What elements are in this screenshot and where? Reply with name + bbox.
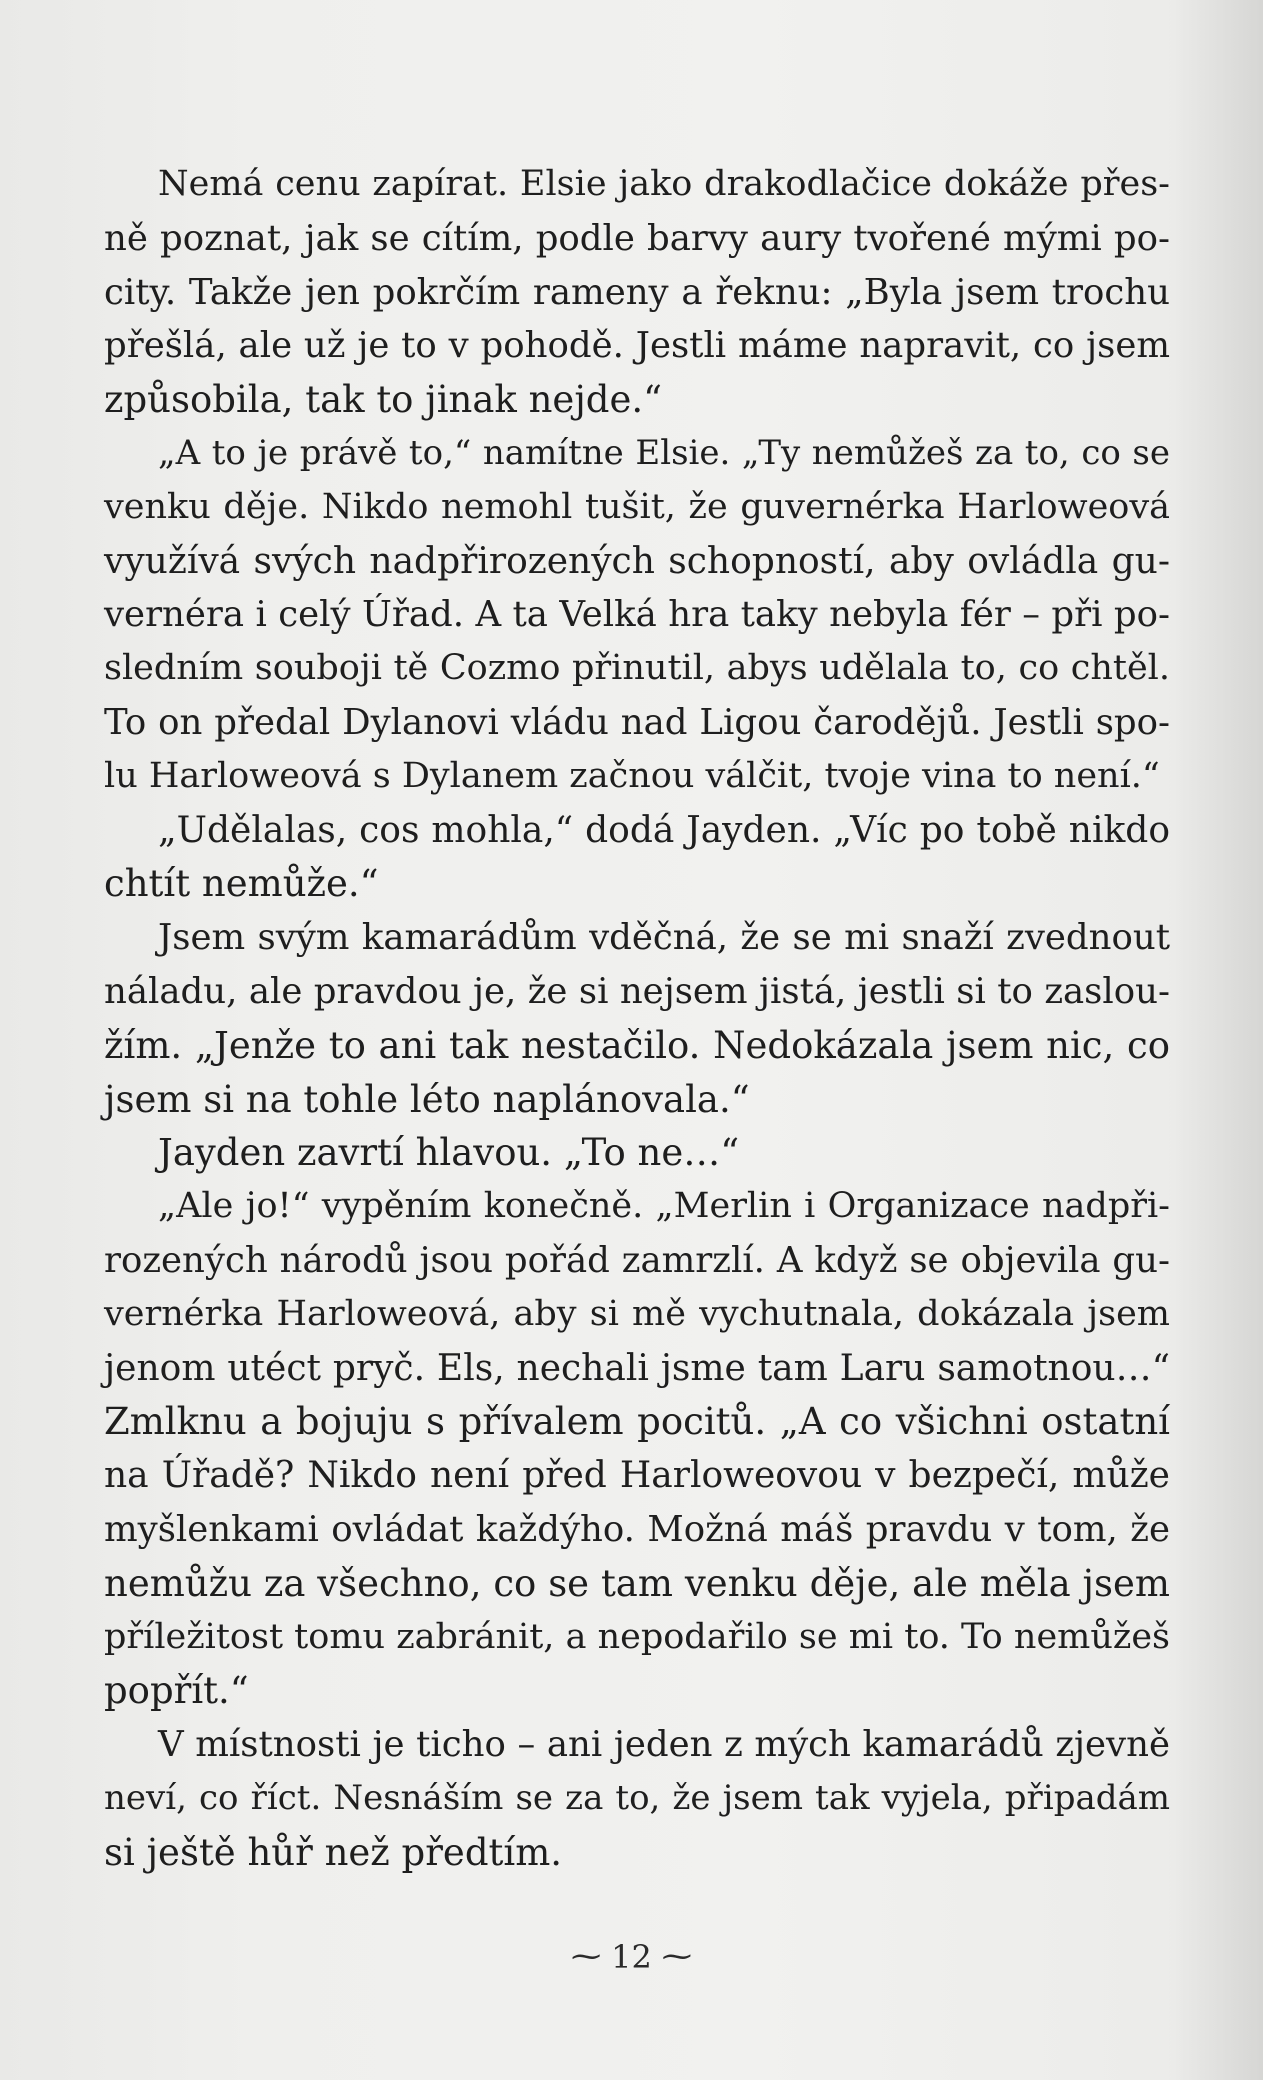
text-line: city. Takže jen pokrčím rameny a řeknu: „Byla jsem trochu: [104, 271, 1170, 313]
text-line: přešlá, ale už je to v pohodě. Jestli máme napravit, co jsem: [104, 325, 1170, 367]
text-line: vernéra i celý Úřad. A ta Velká hra taky nebyla fér – při po-: [104, 594, 1170, 636]
paragraph: [104, 911, 1170, 1126]
text-line: sledním souboji tě Cozmo přinutil, abys udělala to, co chtěl.: [104, 648, 1170, 689]
text-line: Jayden zavrtí hlavou. „To ne…“: [158, 1131, 740, 1175]
text-line: žím. „Jenže to ani tak nestačilo. Nedokázala jsem nic, co: [104, 1023, 1170, 1067]
paragraph: [104, 158, 1170, 427]
text-line: neví, co říct. Nesnáším se za to, že jsem tak vyjela, připadám: [104, 1777, 1170, 1818]
text-line: Zmlknu a bojuju s přívalem pocitů. „A co všichni ostatní: [104, 1400, 1170, 1444]
text-line: jenom utéct pryč. Els, nechali jsme tam Laru samotnou…“: [104, 1347, 1170, 1389]
text-line: myšlenkami ovládat každýho. Možná máš pravdu v tom, že: [104, 1508, 1170, 1550]
text-line: „Udělalas, cos mohla,“ dodá Jayden. „Víc po tobě nikdo: [158, 809, 1170, 851]
paragraph: [104, 1126, 1170, 1180]
text-line: příležitost tomu zabránit, a nepodařilo se mi to. To nemůžeš: [104, 1616, 1170, 1657]
text-line: „Ale jo!“ vypěním konečně. „Merlin i Organizace nadpři-: [158, 1186, 1170, 1227]
text-line: nemůžu za všechno, co se tam venku děje, ale měla jsem: [104, 1561, 1170, 1605]
paragraph: [104, 1718, 1170, 1879]
text-line: ně poznat, jak se cítím, podle barvy aury tvořené mými po-: [104, 217, 1170, 259]
text-line: vernérka Harloweová, aby si mě vychutnala, dokázala jsem: [104, 1293, 1170, 1334]
body-text: [104, 158, 1170, 1880]
text-line: „A to je právě to,“ namítne Elsie. „Ty nemůžeš za to, co se: [158, 432, 1170, 473]
paragraph: [104, 804, 1170, 912]
text-line: způsobila, tak to jinak nejde.“: [104, 378, 663, 422]
text-line: venku děje. Nikdo nemohl tušit, že guvernérka Harloweová: [104, 486, 1170, 527]
text-line: chtít nemůže.“: [104, 862, 379, 906]
text-line: To on předal Dylanovi vládu nad Ligou čarodějů. Jestli spo-: [104, 701, 1170, 743]
ornament-right-icon: ⁓: [661, 1939, 692, 1974]
paragraph: [104, 1180, 1170, 1718]
text-line: jsem si na tohle léto naplánovala.“: [104, 1077, 750, 1121]
text-line: na Úřadě? Nikdo není před Harloweovou v bezpečí, může: [104, 1455, 1170, 1497]
text-line: lu Harloweová s Dylanem začnou válčit, tvoje vina to není.“: [104, 755, 1160, 796]
text-line: náladu, ale pravdou je, že si nejsem jistá, jestli si to zaslou-: [104, 970, 1170, 1012]
page-footer: [0, 1938, 1263, 1976]
text-line: popřít.“: [104, 1669, 249, 1713]
ornament-left-icon: ⁓: [571, 1939, 602, 1974]
text-line: V místnosti je ticho – ani jeden z mých kamarádů zjevně: [158, 1724, 1170, 1766]
page-number: 12: [611, 1938, 652, 1976]
text-line: rozených národů jsou pořád zamrzlí. A když se objevila gu-: [104, 1239, 1170, 1281]
text-line: si ještě hůř než předtím.: [104, 1830, 563, 1874]
text-line: Nemá cenu zapírat. Elsie jako drakodlačice dokáže přes-: [158, 164, 1170, 204]
text-line: Jsem svým kamarádům vděčná, že se mi snaží zvednout: [158, 917, 1170, 959]
text-line: využívá svých nadpřirozených schopností, aby ovládla gu-: [104, 540, 1170, 582]
paragraph: [104, 427, 1170, 804]
